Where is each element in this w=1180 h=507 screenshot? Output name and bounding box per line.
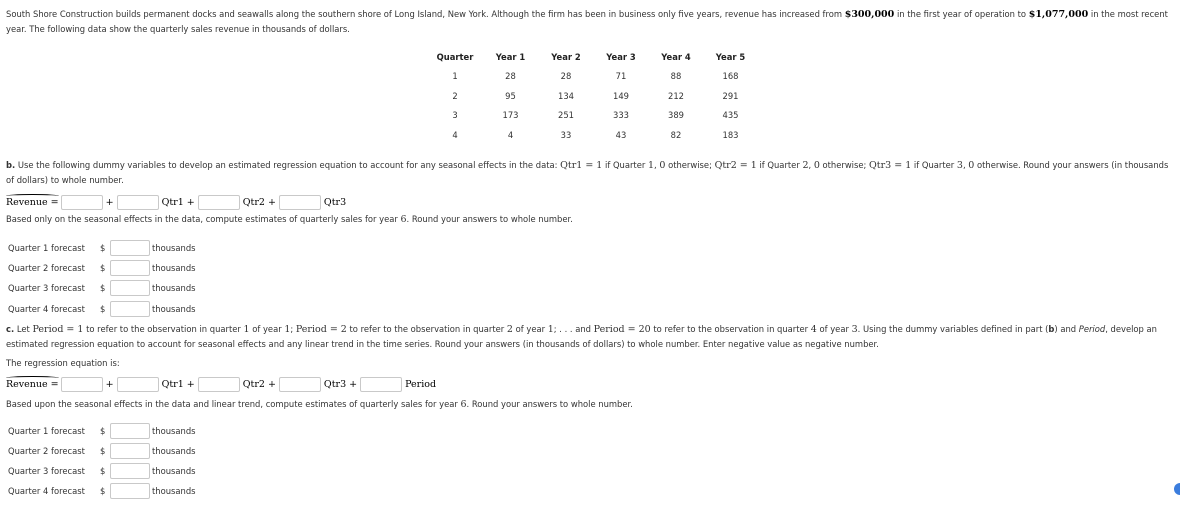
math-number: 0 — [968, 160, 975, 171]
revenue-hat-label — [6, 197, 59, 208]
qtr2-definition: Qtr2 = 1 — [714, 160, 757, 171]
table-cell: 28 — [505, 71, 516, 82]
table-cell: 333 — [613, 110, 629, 121]
part-b-text: if Quarter — [756, 160, 803, 170]
header-quarter: Quarter — [436, 51, 474, 62]
table-cell: 291 — [722, 90, 739, 101]
regression-label: The regression equation is: — [6, 358, 120, 368]
part-c-text: ; — [290, 324, 296, 334]
table-row — [428, 86, 758, 106]
part-b-instructions — [6, 158, 1174, 188]
amount-recent-year: $1,077,000 — [1028, 9, 1089, 20]
table-row — [428, 106, 758, 126]
seasonal-q4-forecast-input[interactable] — [110, 301, 150, 317]
currency-sign: $ — [100, 445, 106, 456]
intro-text: South Shore Construction builds permanent docks and seawalls along the southern shore of Long Island, New York. Although the firm has been in business only five years, revenue has increased from — [6, 9, 845, 19]
forecast-label: Quarter 3 forecast — [8, 465, 85, 476]
trend-forecast-row-q1 — [8, 422, 196, 439]
unit-label: thousands — [152, 242, 196, 253]
table-cell: 212 — [668, 90, 684, 101]
math-number: 1 — [284, 324, 291, 335]
part-c-text: ; . . . and — [553, 324, 594, 334]
qtr3-coef-input[interactable] — [279, 377, 321, 392]
math-number: 6 — [400, 214, 407, 225]
part-c-text: . Using the dummy variables defined in part ( — [857, 324, 1049, 334]
table-cell: 149 — [613, 90, 629, 101]
trend-forecast-row-q3 — [8, 462, 196, 479]
table-cell: 251 — [558, 110, 574, 121]
intro-text: in the most recent year. The following data show the quarterly sales revenue in thousands of dollars. — [6, 9, 1168, 34]
seasonal-equation — [6, 194, 348, 210]
unit-label: thousands — [152, 445, 196, 456]
math-number: 2 — [506, 324, 513, 335]
intro-paragraph — [6, 7, 1174, 37]
part-c-text: of year — [512, 324, 548, 334]
period-definition: Period = 1 — [32, 324, 84, 335]
part-b-text: , — [808, 160, 814, 170]
table-cell: 43 — [615, 129, 627, 140]
qtr1-term: Qtr1 + — [161, 378, 195, 390]
math-number: 4 — [810, 324, 817, 335]
period-term: Period — [405, 378, 437, 390]
qtr3-term: Qtr3 + — [323, 378, 358, 390]
part-c-text: of year — [249, 324, 285, 334]
qtr1-coef-input[interactable] — [117, 377, 159, 392]
seasonal-forecast-row-q3 — [8, 279, 196, 296]
forecast-label: Quarter 4 forecast — [8, 485, 85, 496]
currency-sign: $ — [100, 282, 106, 293]
unit-label: thousands — [152, 303, 196, 314]
table-cell: 3 — [452, 110, 458, 121]
math-number: 1 — [647, 160, 655, 171]
math-number: 0 — [659, 160, 666, 171]
trend-equation — [6, 376, 438, 392]
forecast-label: Quarter 4 forecast — [8, 303, 85, 314]
part-b-text: otherwise. Round your answers (in thousands of dollars) to whole number. — [6, 160, 1169, 185]
qtr3-coef-input[interactable] — [279, 195, 321, 210]
period-definition: Period = 20 — [593, 324, 651, 335]
qtr3-term: Qtr3 — [323, 196, 347, 208]
math-number: 0 — [813, 160, 820, 171]
seasonal-q3-forecast-input[interactable] — [110, 280, 150, 296]
table-cell: 168 — [722, 71, 739, 82]
period-definition: Period = 2 — [295, 324, 347, 335]
instruction-text: . Round your answers to whole number. — [466, 399, 633, 409]
forecast-label: Quarter 2 forecast — [8, 262, 85, 273]
table-cell: 33 — [560, 129, 572, 140]
table-header-row — [428, 47, 758, 67]
part-b-text: , — [654, 160, 660, 170]
qtr2-term: Qtr2 + — [242, 378, 276, 390]
scroll-indicator[interactable] — [1174, 483, 1180, 495]
unit-label: thousands — [152, 282, 196, 293]
math-number: 3 — [956, 160, 963, 171]
part-c-text: ) and — [1054, 324, 1079, 334]
part-b-reference: b — [1048, 324, 1055, 334]
trend-q4-forecast-input[interactable] — [110, 483, 150, 499]
seasonal-forecast-row-q4 — [8, 300, 196, 317]
currency-sign: $ — [100, 485, 106, 496]
unit-label: thousands — [152, 262, 196, 273]
part-b-label: b. — [6, 160, 16, 170]
instruction-text: . Round your answers to whole number. — [406, 214, 573, 224]
plus-operator: + — [105, 196, 114, 208]
trend-forecast-row-q2 — [8, 442, 196, 459]
instruction-text: Based only on the seasonal effects in the data, compute estimates of quarterly sales for year — [6, 214, 401, 224]
revenue-lhs: Revenue = — [6, 378, 59, 390]
part-c-instructions — [6, 322, 1174, 352]
part-c-text: to refer to the observation in quarter — [83, 324, 244, 334]
part-b-text: if Quarter — [602, 160, 648, 170]
table-cell: 2 — [452, 90, 458, 101]
math-number: 3 — [851, 324, 858, 335]
intercept-input[interactable] — [61, 195, 103, 210]
part-b-text: if Quarter — [911, 160, 957, 170]
part-c-text: , develop an estimated regression equation to account for seasonal effects and any linear trend in the time series. Round your answers (in thousands of dollars) to whole number. Enter negative value as negative number. — [6, 324, 1157, 349]
hat-mark — [6, 194, 59, 198]
forecast-label: Quarter 2 forecast — [8, 445, 85, 456]
table-cell: 28 — [560, 71, 572, 82]
table-cell: 82 — [670, 129, 682, 140]
currency-sign: $ — [100, 303, 106, 314]
part-c-text: to refer to the observation in quarter — [346, 324, 507, 334]
header-year-2: Year 2 — [551, 51, 581, 62]
forecast-label: Quarter 3 forecast — [8, 282, 85, 293]
table-cell: 4 — [452, 129, 458, 140]
unit-label: thousands — [152, 465, 196, 476]
trend-forecast-row-q4 — [8, 482, 196, 499]
table-row — [428, 67, 758, 87]
qtr1-term: Qtr1 + — [161, 196, 195, 208]
part-c-label: c. — [6, 324, 15, 334]
seasonal-forecast-row-q2 — [8, 259, 196, 276]
amount-first-year: $300,000 — [844, 9, 895, 20]
sales-table — [428, 47, 758, 145]
period-word: Period — [1078, 324, 1106, 334]
seasonal-forecast-row-q1 — [8, 239, 196, 256]
table-cell: 173 — [502, 110, 519, 121]
currency-sign: $ — [100, 465, 106, 476]
header-year-1: Year 1 — [495, 51, 526, 62]
revenue-lhs: Revenue = — [6, 196, 59, 208]
table-cell: 88 — [670, 71, 682, 82]
part-b-text: , — [962, 160, 969, 170]
table-cell: 183 — [722, 129, 739, 140]
part-c-text: Let — [14, 324, 33, 334]
part-c-text: to refer to the observation in quarter — [650, 324, 811, 334]
table-cell: 4 — [507, 129, 514, 140]
trend-q1-forecast-input[interactable] — [110, 423, 150, 439]
trend-q2-forecast-input[interactable] — [110, 443, 150, 459]
math-number: 1 — [547, 324, 554, 335]
qtr2-coef-input[interactable] — [198, 377, 240, 392]
intercept-input[interactable] — [61, 377, 103, 392]
qtr1-coef-input[interactable] — [117, 195, 159, 210]
unit-label: thousands — [152, 485, 196, 496]
currency-sign: $ — [100, 242, 106, 253]
seasonal-q2-forecast-input[interactable] — [110, 260, 150, 276]
table-cell: 435 — [722, 110, 739, 121]
qtr3-definition: Qtr3 = 1 — [869, 160, 912, 171]
math-number: 6 — [460, 399, 467, 410]
part-b-text: Use the following dummy variables to develop an estimated regression equation to account for any seasonal effects in the data: — [15, 160, 561, 170]
seasonal-q1-forecast-input[interactable] — [110, 240, 150, 256]
seasonal-forecast-instructions — [6, 212, 1174, 227]
table-row — [428, 125, 758, 145]
trend-forecast-instructions — [6, 397, 1174, 412]
part-b-text: otherwise; — [819, 160, 870, 170]
table-cell: 134 — [558, 90, 574, 101]
unit-label: thousands — [152, 425, 196, 436]
header-year-5: Year 5 — [715, 51, 746, 62]
part-b-text: otherwise; — [665, 160, 715, 170]
forecast-label: Quarter 1 forecast — [8, 242, 85, 253]
period-coef-input[interactable] — [360, 377, 402, 392]
table-cell: 95 — [505, 90, 516, 101]
table-cell: 389 — [668, 110, 684, 121]
header-year-3: Year 3 — [606, 51, 636, 62]
table-cell: 1 — [452, 71, 458, 82]
intro-text: in the first year of operation to — [894, 9, 1029, 19]
forecast-label: Quarter 1 forecast — [8, 425, 85, 436]
header-year-4: Year 4 — [661, 51, 691, 62]
revenue-hat-label — [6, 379, 59, 390]
currency-sign: $ — [100, 425, 106, 436]
instruction-text: Based upon the seasonal effects in the data and linear trend, compute estimates of quarterly sales for year — [6, 399, 461, 409]
qtr2-coef-input[interactable] — [198, 195, 240, 210]
currency-sign: $ — [100, 262, 106, 273]
math-number: 2 — [802, 160, 809, 171]
table-cell: 71 — [615, 71, 627, 82]
part-c-text: of year — [816, 324, 852, 334]
math-number: 1 — [243, 324, 250, 335]
trend-q3-forecast-input[interactable] — [110, 463, 150, 479]
hat-mark — [6, 376, 59, 380]
qtr1-definition: Qtr1 = 1 — [560, 160, 603, 171]
plus-operator: + — [105, 378, 114, 390]
qtr2-term: Qtr2 + — [242, 196, 276, 208]
